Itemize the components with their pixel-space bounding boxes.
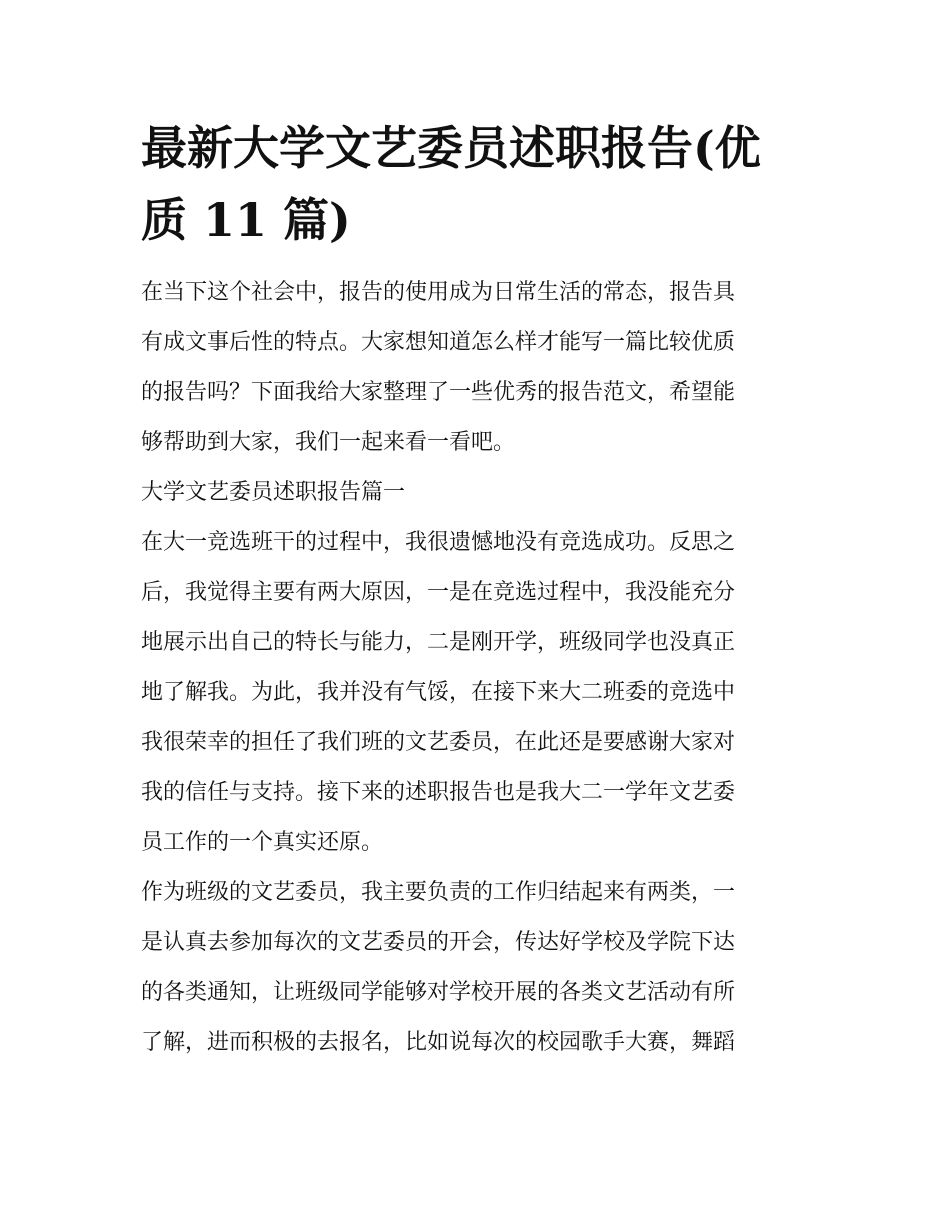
document-page xyxy=(141,112,813,1068)
intro-paragraph xyxy=(141,268,813,468)
text-line: 是认真去参加每次的文艺委员的开会，传达好学校及学院下达 xyxy=(141,930,736,955)
text-line: 我很荣幸的担任了我们班的文艺委员，在此还是要感谢大家对 xyxy=(141,730,736,755)
text-line: 的各类通知，让班级同学能够对学校开展的各类文艺活动有所 xyxy=(141,980,736,1005)
text-line: 够帮助到大家，我们一起来看一看吧。 xyxy=(141,430,516,455)
text-line: 地展示出自己的特长与能力，二是刚开学，班级同学也没真正 xyxy=(141,630,736,655)
body-paragraph xyxy=(141,518,813,868)
text-line: 了解，进而积极的去报名，比如说每次的校园歌手大赛，舞蹈 xyxy=(141,1030,736,1055)
body-paragraph xyxy=(141,868,813,1068)
title-line: 最新大学文艺委员述职报告(优 xyxy=(141,121,761,175)
text-line: 地了解我。为此，我并没有气馁，在接下来大二班委的竞选中 xyxy=(141,680,736,705)
text-line: 后，我觉得主要有两大原因，一是在竞选过程中，我没能充分 xyxy=(141,580,736,605)
text-line: 员工作的一个真实还原。 xyxy=(141,830,384,855)
text-line: 在当下这个社会中，报告的使用成为日常生活的常态，报告具 xyxy=(141,280,736,305)
text-line: 我的信任与支持。接下来的述职报告也是我大二一学年文艺委 xyxy=(141,780,736,805)
text-line: 有成文事后性的特点。大家想知道怎么样才能写一篇比较优质 xyxy=(141,330,736,355)
section-heading: 大学文艺委员述职报告篇一 xyxy=(141,480,406,505)
document-title xyxy=(141,112,813,256)
title-line: 质 11 篇) xyxy=(141,193,351,247)
text-line: 作为班级的文艺委员，我主要负责的工作归结起来有两类，一 xyxy=(141,880,736,905)
text-line: 在大一竞选班干的过程中，我很遗憾地没有竞选成功。反思之 xyxy=(141,530,736,555)
text-line: 的报告吗？下面我给大家整理了一些优秀的报告范文，希望能 xyxy=(141,380,736,405)
